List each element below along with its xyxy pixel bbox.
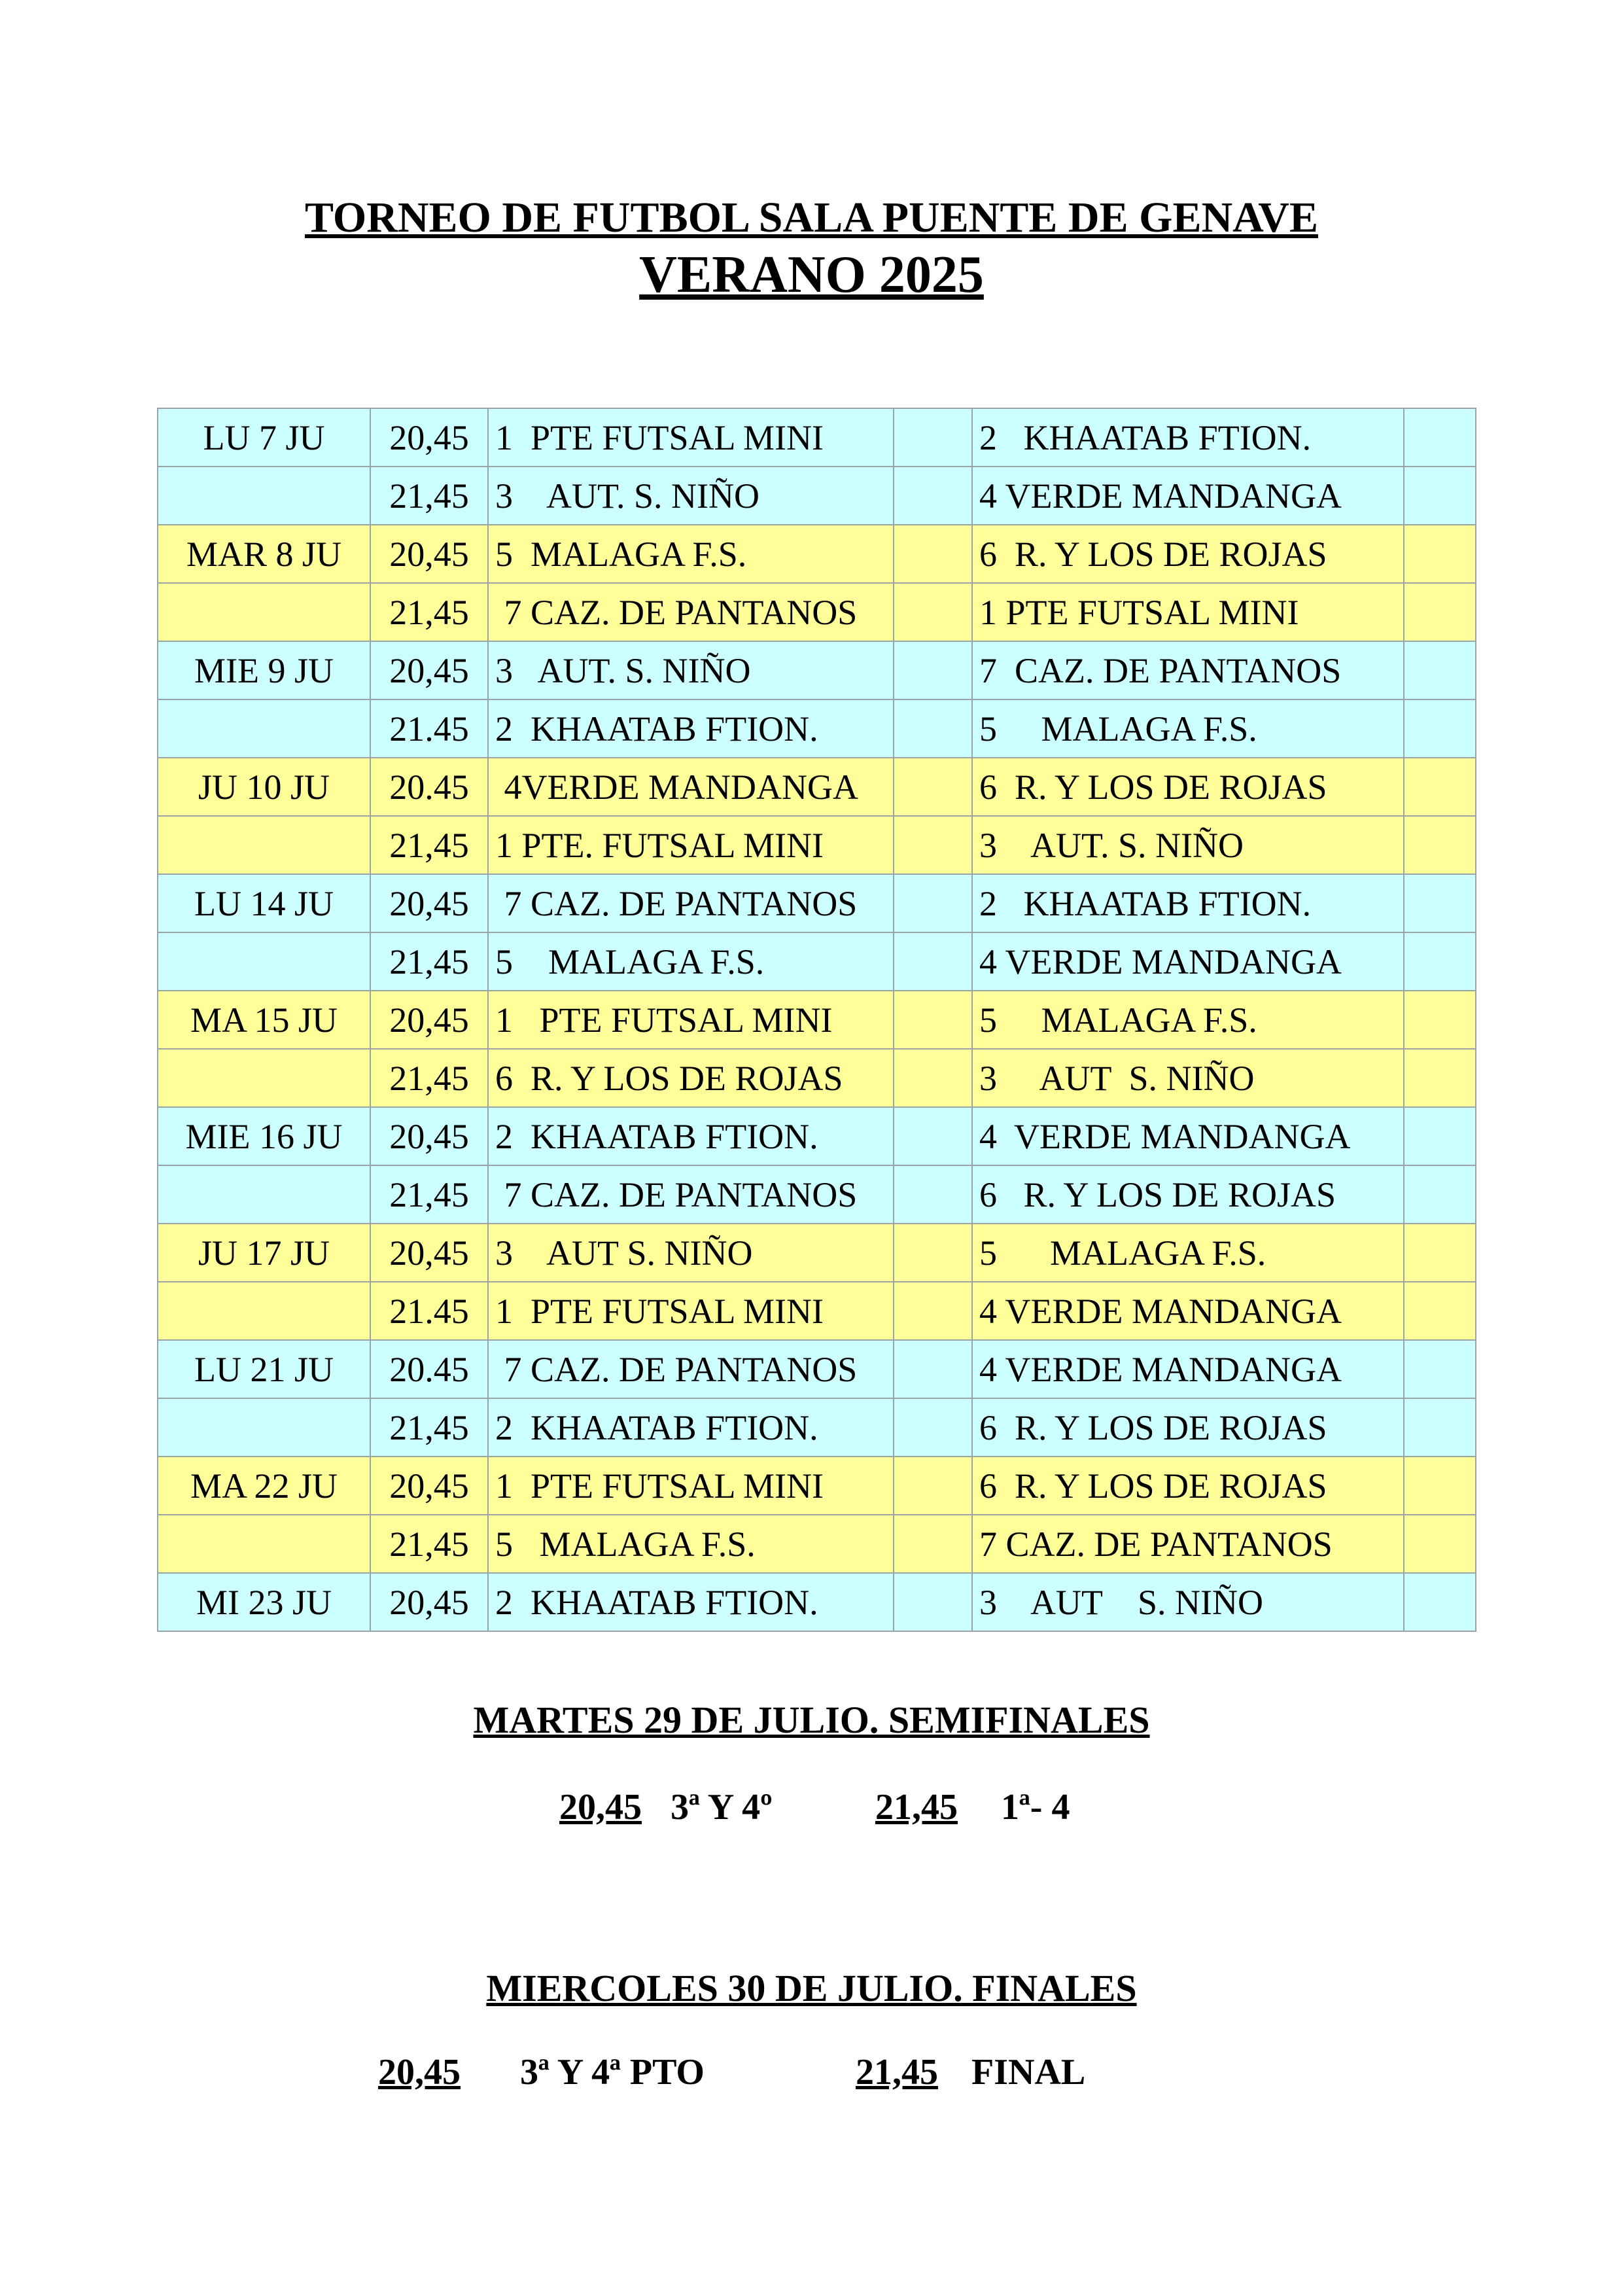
- day-cell: [158, 583, 370, 641]
- away-score-cell: [1404, 1224, 1476, 1282]
- table-row: [158, 1224, 1476, 1282]
- away-team-cell: 6 R. Y LOS DE ROJAS: [972, 1457, 1404, 1515]
- home-team-cell: 3 AUT. S. NIÑO: [488, 641, 894, 699]
- away-team-cell: 2 KHAATAB FTION.: [972, 874, 1404, 932]
- away-score-cell: [1404, 758, 1476, 816]
- table-row: [158, 874, 1476, 932]
- finals-match-2: FINAL: [971, 2052, 1086, 2093]
- time-cell: 21,45: [370, 583, 488, 641]
- time-cell: 21,45: [370, 932, 488, 991]
- away-score-cell: [1404, 816, 1476, 874]
- day-cell: LU 21 JU: [158, 1340, 370, 1398]
- home-score-cell: [894, 1457, 972, 1515]
- away-score-cell: [1404, 467, 1476, 525]
- away-score-cell: [1404, 1340, 1476, 1398]
- away-score-cell: [1404, 1165, 1476, 1224]
- finals-time-2: 21,45: [856, 2052, 938, 2093]
- time-cell: 21,45: [370, 467, 488, 525]
- day-cell: MA 22 JU: [158, 1457, 370, 1515]
- home-team-cell: 1 PTE FUTSAL MINI: [488, 1457, 894, 1515]
- home-team-cell: 7 CAZ. DE PANTANOS: [488, 583, 894, 641]
- home-team-cell: 1 PTE. FUTSAL MINI: [488, 816, 894, 874]
- table-row: [158, 525, 1476, 583]
- day-cell: [158, 1282, 370, 1340]
- table-row: [158, 1049, 1476, 1107]
- day-cell: [158, 816, 370, 874]
- home-score-cell: [894, 1049, 972, 1107]
- away-score-cell: [1404, 1573, 1476, 1631]
- home-score-cell: [894, 1165, 972, 1224]
- semifinals-match-2: 1ª- 4: [1001, 1787, 1070, 1828]
- semifinals-match-1: 3ª Y 4º: [671, 1787, 773, 1828]
- time-cell: 21,45: [370, 816, 488, 874]
- day-cell: JU 10 JU: [158, 758, 370, 816]
- home-score-cell: [894, 1340, 972, 1398]
- away-score-cell: [1404, 699, 1476, 758]
- home-team-cell: 7 CAZ. DE PANTANOS: [488, 1165, 894, 1224]
- away-team-cell: 5 MALAGA F.S.: [972, 991, 1404, 1049]
- time-cell: 21.45: [370, 699, 488, 758]
- home-team-cell: 5 MALAGA F.S.: [488, 1515, 894, 1573]
- time-cell: 20,45: [370, 1224, 488, 1282]
- day-cell: MIE 16 JU: [158, 1107, 370, 1165]
- home-score-cell: [894, 874, 972, 932]
- finals-title: MIERCOLES 30 DE JULIO. FINALES: [486, 1967, 1137, 2009]
- table-row: [158, 467, 1476, 525]
- away-team-cell: 4 VERDE MANDANGA: [972, 1340, 1404, 1398]
- away-team-cell: 3 AUT S. NIÑO: [972, 1573, 1404, 1631]
- time-cell: 20,45: [370, 991, 488, 1049]
- day-cell: [158, 1049, 370, 1107]
- away-team-cell: 7 CAZ. DE PANTANOS: [972, 641, 1404, 699]
- home-team-cell: 3 AUT S. NIÑO: [488, 1224, 894, 1282]
- away-score-cell: [1404, 991, 1476, 1049]
- page-subtitle: VERANO 2025: [639, 246, 984, 304]
- time-cell: 21,45: [370, 1398, 488, 1457]
- away-score-cell: [1404, 874, 1476, 932]
- table-row: [158, 816, 1476, 874]
- home-team-cell: 7 CAZ. DE PANTANOS: [488, 1340, 894, 1398]
- home-score-cell: [894, 583, 972, 641]
- table-row: [158, 1398, 1476, 1457]
- day-cell: MA 15 JU: [158, 991, 370, 1049]
- time-cell: 20,45: [370, 1457, 488, 1515]
- finals-match-1: 3ª Y 4ª PTO: [520, 2052, 705, 2093]
- page-title: TORNEO DE FUTBOL SALA PUENTE DE GENAVE: [305, 194, 1318, 241]
- time-cell: 20.45: [370, 1340, 488, 1398]
- day-cell: [158, 699, 370, 758]
- away-team-cell: 1 PTE FUTSAL MINI: [972, 583, 1404, 641]
- away-team-cell: 3 AUT. S. NIÑO: [972, 816, 1404, 874]
- away-score-cell: [1404, 583, 1476, 641]
- home-score-cell: [894, 991, 972, 1049]
- away-score-cell: [1404, 1049, 1476, 1107]
- table-row: [158, 1165, 1476, 1224]
- day-cell: LU 7 JU: [158, 408, 370, 467]
- table-row: [158, 1515, 1476, 1573]
- away-team-cell: 6 R. Y LOS DE ROJAS: [972, 1165, 1404, 1224]
- home-score-cell: [894, 467, 972, 525]
- home-team-cell: 1 PTE FUTSAL MINI: [488, 408, 894, 467]
- semifinals-time-1: 20,45: [559, 1787, 642, 1828]
- home-score-cell: [894, 525, 972, 583]
- home-team-cell: 6 R. Y LOS DE ROJAS: [488, 1049, 894, 1107]
- table-row: [158, 758, 1476, 816]
- table-row: [158, 932, 1476, 991]
- day-cell: LU 14 JU: [158, 874, 370, 932]
- day-cell: JU 17 JU: [158, 1224, 370, 1282]
- day-cell: MI 23 JU: [158, 1573, 370, 1631]
- away-team-cell: 3 AUT S. NIÑO: [972, 1049, 1404, 1107]
- home-score-cell: [894, 1573, 972, 1631]
- away-score-cell: [1404, 525, 1476, 583]
- table-row: [158, 1282, 1476, 1340]
- away-team-cell: 4 VERDE MANDANGA: [972, 1107, 1404, 1165]
- home-team-cell: 1 PTE FUTSAL MINI: [488, 1282, 894, 1340]
- table-row: [158, 1573, 1476, 1631]
- away-team-cell: 4 VERDE MANDANGA: [972, 932, 1404, 991]
- away-team-cell: 5 MALAGA F.S.: [972, 699, 1404, 758]
- home-team-cell: 2 KHAATAB FTION.: [488, 1573, 894, 1631]
- home-score-cell: [894, 1515, 972, 1573]
- table-row: [158, 1107, 1476, 1165]
- home-team-cell: 1 PTE FUTSAL MINI: [488, 991, 894, 1049]
- away-team-cell: 6 R. Y LOS DE ROJAS: [972, 1398, 1404, 1457]
- home-score-cell: [894, 1107, 972, 1165]
- time-cell: 21,45: [370, 1165, 488, 1224]
- home-team-cell: 4VERDE MANDANGA: [488, 758, 894, 816]
- home-score-cell: [894, 1398, 972, 1457]
- away-team-cell: 6 R. Y LOS DE ROJAS: [972, 525, 1404, 583]
- time-cell: 20,45: [370, 408, 488, 467]
- day-cell: [158, 1515, 370, 1573]
- time-cell: 20,45: [370, 641, 488, 699]
- time-cell: 20,45: [370, 525, 488, 583]
- day-cell: [158, 1165, 370, 1224]
- table-row: [158, 583, 1476, 641]
- time-cell: 20,45: [370, 874, 488, 932]
- away-team-cell: 7 CAZ. DE PANTANOS: [972, 1515, 1404, 1573]
- away-score-cell: [1404, 408, 1476, 467]
- time-cell: 20.45: [370, 758, 488, 816]
- home-score-cell: [894, 641, 972, 699]
- day-cell: MIE 9 JU: [158, 641, 370, 699]
- home-score-cell: [894, 1224, 972, 1282]
- away-score-cell: [1404, 1515, 1476, 1573]
- time-cell: 21,45: [370, 1515, 488, 1573]
- day-cell: [158, 467, 370, 525]
- table-row: [158, 699, 1476, 758]
- table-row: [158, 641, 1476, 699]
- time-cell: 20,45: [370, 1107, 488, 1165]
- home-team-cell: 2 KHAATAB FTION.: [488, 1398, 894, 1457]
- time-cell: 21,45: [370, 1049, 488, 1107]
- table-row: [158, 408, 1476, 467]
- time-cell: 20,45: [370, 1573, 488, 1631]
- time-cell: 21.45: [370, 1282, 488, 1340]
- away-score-cell: [1404, 932, 1476, 991]
- home-team-cell: 3 AUT. S. NIÑO: [488, 467, 894, 525]
- home-team-cell: 5 MALAGA F.S.: [488, 932, 894, 991]
- away-team-cell: 5 MALAGA F.S.: [972, 1224, 1404, 1282]
- away-team-cell: 4 VERDE MANDANGA: [972, 1282, 1404, 1340]
- home-score-cell: [894, 699, 972, 758]
- day-cell: [158, 932, 370, 991]
- finals-time-1: 20,45: [378, 2052, 461, 2093]
- home-score-cell: [894, 758, 972, 816]
- home-team-cell: 2 KHAATAB FTION.: [488, 699, 894, 758]
- schedule-table: [157, 408, 1476, 1632]
- table-row: [158, 1457, 1476, 1515]
- semifinals-title: MARTES 29 DE JULIO. SEMIFINALES: [473, 1699, 1150, 1741]
- away-score-cell: [1404, 641, 1476, 699]
- day-cell: [158, 1398, 370, 1457]
- away-team-cell: 6 R. Y LOS DE ROJAS: [972, 758, 1404, 816]
- home-score-cell: [894, 816, 972, 874]
- table-row: [158, 991, 1476, 1049]
- home-score-cell: [894, 1282, 972, 1340]
- away-team-cell: 4 VERDE MANDANGA: [972, 467, 1404, 525]
- home-team-cell: 7 CAZ. DE PANTANOS: [488, 874, 894, 932]
- away-score-cell: [1404, 1282, 1476, 1340]
- home-score-cell: [894, 932, 972, 991]
- away-score-cell: [1404, 1457, 1476, 1515]
- away-score-cell: [1404, 1107, 1476, 1165]
- away-team-cell: 2 KHAATAB FTION.: [972, 408, 1404, 467]
- semifinals-time-2: 21,45: [875, 1787, 958, 1828]
- home-team-cell: 2 KHAATAB FTION.: [488, 1107, 894, 1165]
- day-cell: MAR 8 JU: [158, 525, 370, 583]
- away-score-cell: [1404, 1398, 1476, 1457]
- home-score-cell: [894, 408, 972, 467]
- home-team-cell: 5 MALAGA F.S.: [488, 525, 894, 583]
- table-row: [158, 1340, 1476, 1398]
